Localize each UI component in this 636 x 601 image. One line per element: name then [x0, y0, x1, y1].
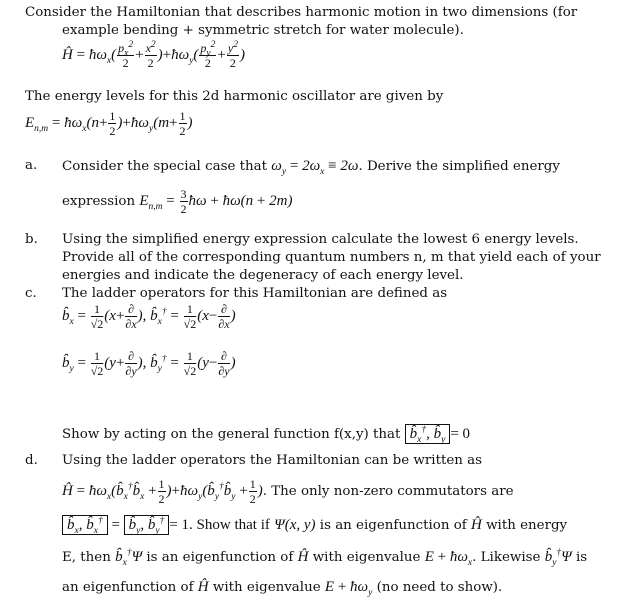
part-d-line-e2: is an eigenfunction of — [146, 550, 294, 565]
commutator-bx-by: $b̂_x^\dagger$, $b̂_y$ — [405, 426, 451, 442]
eigenvalue-y: $E + ħ\omega_y$ — [324, 579, 373, 598]
raised-psi-x: $b̂_x^\dagger\Psi$ — [115, 548, 143, 568]
part-c-show-line — [62, 424, 470, 444]
psi-function: Ψ(x, y) — [274, 517, 316, 533]
ladder-hamiltonian: Ĥ = $ħ\omega_x(b̂_x^\dagger b̂_x$ + $\frac{1}{2}$ )$+ħ\omega_y(b̂_y^\dagger b̂_y$ + $\frac{1}{2}$ ) — [62, 477, 263, 506]
hamiltonian-symbol: Ĥ — [470, 517, 482, 533]
part-a-line-2 — [62, 188, 292, 215]
part-d-hamiltonian-line — [62, 478, 514, 505]
part-d-eigen-line — [62, 548, 587, 567]
part-b-line-2: Provide all of the corresponding quantum numbers n, m that yield each of your — [62, 250, 601, 265]
part-a-line-1 — [62, 157, 560, 176]
part-d-line-e4: . Likewise — [472, 550, 541, 565]
part-d-line-e5: is — [575, 550, 588, 565]
part-d-line-e1: E, then — [62, 550, 111, 565]
part-c-line-1: The ladder operators for this Hamiltonian are defined as — [62, 286, 448, 301]
part-a-expr-label: expression — [62, 193, 136, 209]
hamiltonian-symbol-3: Ĥ — [197, 579, 209, 595]
part-a-text-2: . Derive the simplified energy — [358, 159, 560, 174]
part-c-show-text: Show by acting on the general function f(x,y) that — [62, 427, 401, 442]
part-d-last-3: (no need to show). — [376, 580, 503, 595]
part-d-show-text-1: = 1. Show that if — [169, 517, 270, 533]
part-b-line-1: Using the simplified energy expression calculate the lowest 6 energy levels. — [62, 232, 579, 247]
part-a-condition: $\omega_y = 2\omega_x \equiv 2\omega$ — [271, 158, 359, 177]
hamiltonian-equation: Ĥ = $ħ\omega_x$( $\frac{p_x^2}{2}$ + $\frac{x^2}{2}$ )$+ħ\omega_y$( $\frac{p_y^2}{2}$ + $\frac{y^2}{2}$ ) — [62, 40, 245, 70]
part-d-commutators-line — [62, 515, 567, 535]
part-c-label: c. — [25, 286, 37, 301]
part-a-label: a. — [25, 158, 38, 173]
part-d-line-e3: with eigenvalue — [312, 550, 421, 565]
energy-intro: The energy levels for this 2d harmonic oscillator are given by — [25, 89, 444, 104]
part-d-commutator-text: . The only non-zero commutators are — [262, 483, 514, 499]
energy-equation: $E_{n,m}$ = $ħ\omega_x(n+$ $\frac{1}{2}$ )$+ħ\omega_y(m+$ $\frac{1}{2}$ ) — [25, 109, 193, 138]
commutator-result: = 0 — [450, 426, 471, 442]
part-b-line-3: energies and indicate the degeneracy of each energy level. — [62, 268, 464, 283]
hamiltonian-symbol-2: Ĥ — [297, 549, 309, 565]
ladder-operators-x: $b̂_x$ = $\frac{1}{√2}$ (x+ $\frac{\partial}{\partial x}$ ), $b̂_x^\dagger$ = $\frac{1}{√2}$ (x− $\frac{\partial}{\partial x}$ ) — [62, 302, 236, 331]
part-d-show-text-2: is an eigenfunction of — [319, 518, 467, 533]
raised-psi-y: $b̂_y^\dagger\Psi$ — [544, 548, 572, 568]
intro-line-2: example bending + symmetric stretch for water molecule). — [62, 23, 464, 38]
nonzero-commutators: $b̂_x$, $b̂_x^\dagger$ = $b̂_y$, $b̂_y^\dagger$ — [62, 517, 169, 533]
simplified-energy-expression: $E_{n,m}$ = $\frac{3}{2}$ ħω + ħω(n + 2m) — [139, 187, 293, 216]
eigenvalue-x: $E + ħ\omega_x$ — [424, 549, 473, 568]
part-a-text-1: Consider the special case that — [62, 159, 268, 174]
part-d-last-line — [62, 578, 502, 597]
part-d-last-1: an eigenfunction of — [62, 580, 194, 595]
part-d-last-2: with eigenvalue — [212, 580, 321, 595]
intro-line-1: Consider the Hamiltonian that describes harmonic motion in two dimensions (for — [25, 5, 578, 20]
part-d-line-1: Using the ladder operators the Hamiltonian can be written as — [62, 453, 482, 468]
part-d-label: d. — [25, 453, 38, 468]
part-b-label: b. — [25, 232, 38, 247]
part-d-show-text-3: with energy — [486, 518, 568, 533]
ladder-operators-y: $b̂_y$ = $\frac{1}{√2}$ (y+ $\frac{\partial}{\partial y}$ ), $b̂_y^\dagger$ = $\frac{1}{√2}$ (y− $\frac{\partial}{\partial y}$ ) — [62, 349, 236, 378]
